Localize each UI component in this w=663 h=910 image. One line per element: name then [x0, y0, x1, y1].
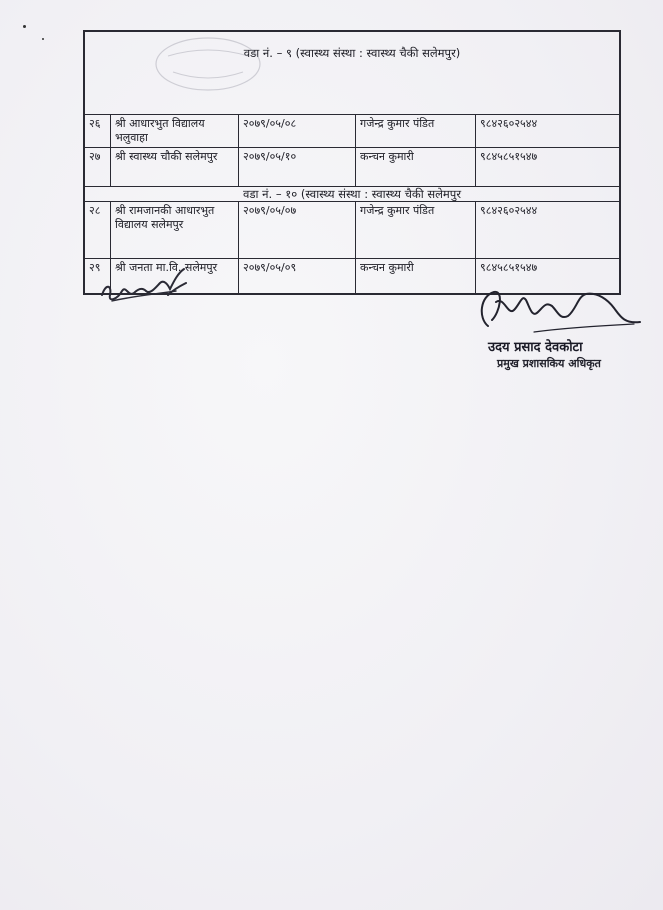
- serial-number: २६: [85, 115, 111, 148]
- signatory-name: उदय प्रसाद देवकोटा: [488, 340, 583, 355]
- person-name: गजेन्द्र कुमार पंडित: [356, 115, 476, 148]
- serial-number: २७: [85, 148, 111, 187]
- faded-stamp-icon: [148, 34, 268, 94]
- speck: [42, 38, 44, 40]
- phone-number: ९८४५८५१५४७: [476, 148, 620, 187]
- date: २०७९/०५/०९: [239, 259, 356, 294]
- date: २०७९/०५/०८: [239, 115, 356, 148]
- ward-9-title: वडा नं. – ९ (स्वास्थ्य संस्था : स्वास्थ्य चैकी सलेमपुर): [85, 32, 620, 115]
- table-row: [85, 148, 620, 187]
- initials-signature-icon: [98, 265, 190, 307]
- official-signature-icon: [474, 282, 646, 340]
- phone-number: ९८४२६०२५४४: [476, 115, 620, 148]
- signatory-title: प्रमुख प्रशासकिय अधिकृत: [497, 357, 601, 370]
- date: २०७९/०५/०७: [239, 202, 356, 259]
- ward-10-title: वडा नं. – १० (स्वास्थ्य संस्था : स्वास्थ्य चैकी सलेमपुर: [85, 187, 620, 202]
- ward-10-header-row: [85, 187, 620, 202]
- venue: श्री स्वास्थ्य चौकी सलेमपुर: [111, 148, 239, 187]
- venue: श्री आधारभुत विद्यालय भलुवाहा: [111, 115, 239, 148]
- date: २०७९/०५/१०: [239, 148, 356, 187]
- person-name: कन्चन कुमारी: [356, 259, 476, 294]
- serial-number: २८: [85, 202, 111, 259]
- venue: श्री रामजानकी आधारभुत विद्यालय सलेमपुर: [111, 202, 239, 259]
- phone-number: ९८४५८५१५४७: [476, 259, 620, 294]
- venue: श्री जनता मा.वि. सलेमपुर: [111, 259, 239, 294]
- serial-number: २९: [85, 259, 111, 294]
- phone-number: ९८४२६०२५४४: [476, 202, 620, 259]
- person-name: गजेन्द्र कुमार पंडित: [356, 202, 476, 259]
- speck: [23, 25, 26, 28]
- table-row: [85, 115, 620, 148]
- table-row: [85, 202, 620, 259]
- person-name: कन्चन कुमारी: [356, 148, 476, 187]
